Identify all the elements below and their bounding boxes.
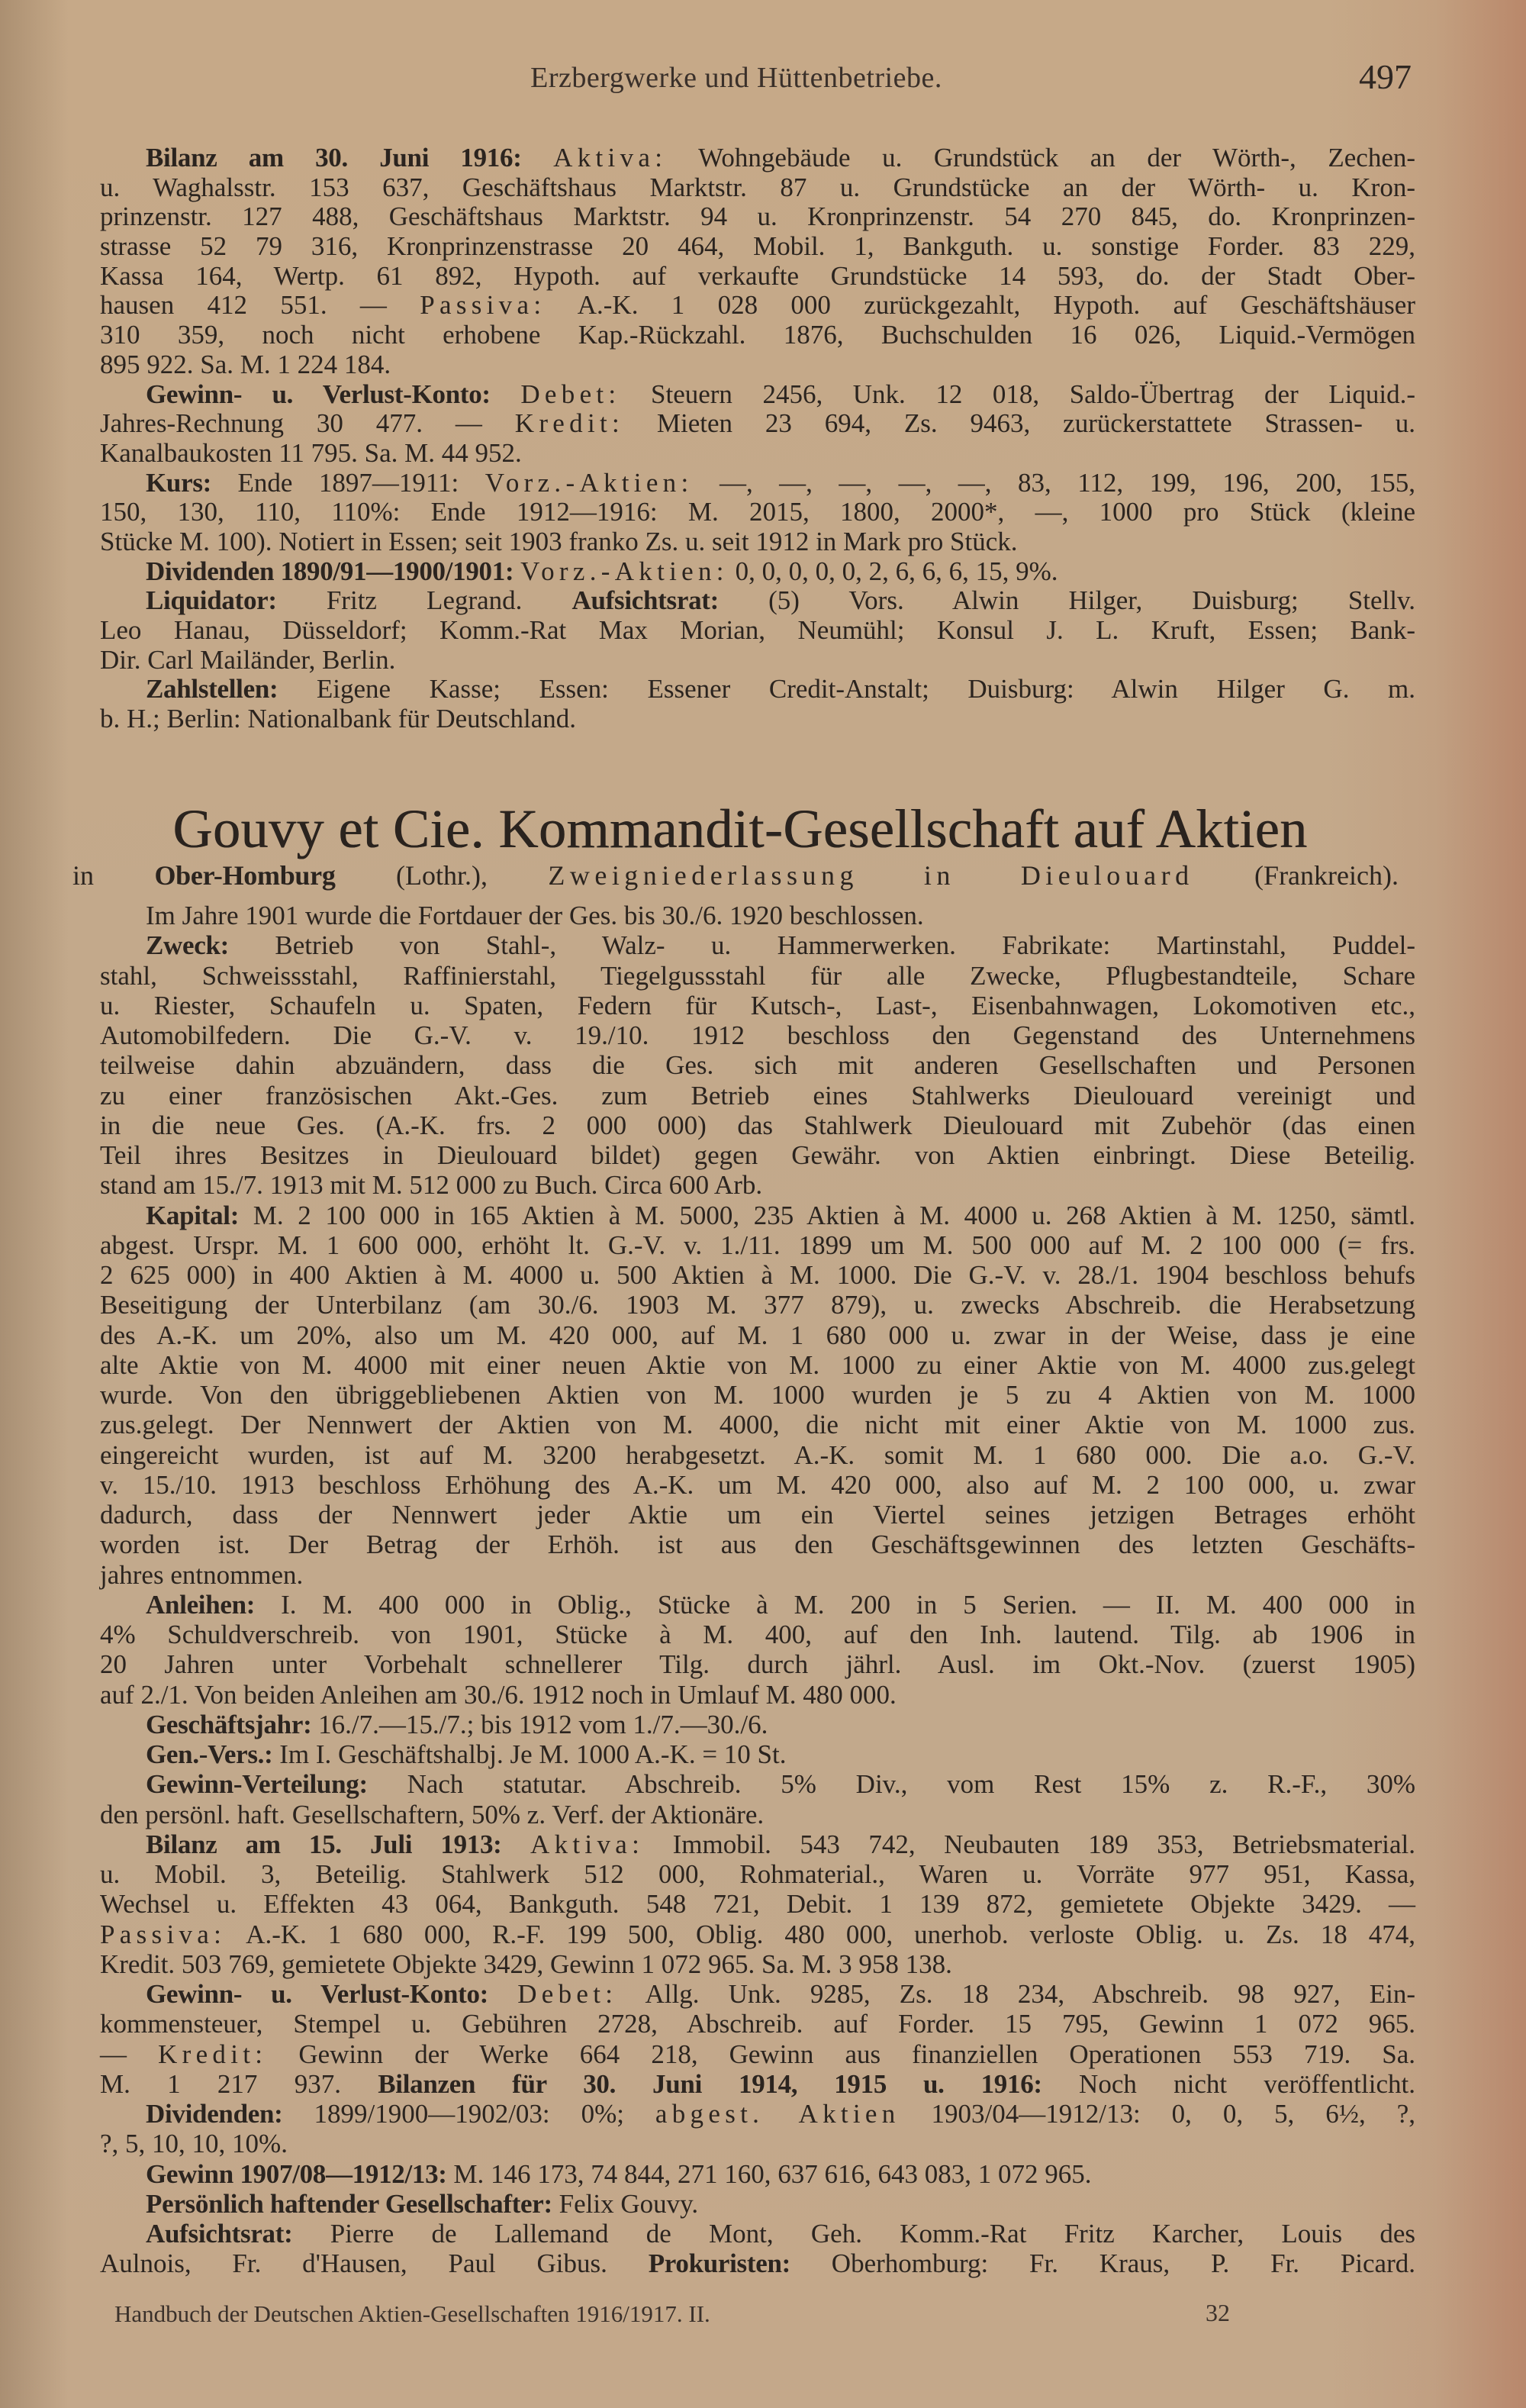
text-run: strasse 52 79 316, Kronprinzenstrasse 20 464, Mobil. 1, Bankguth. u. sonstige Forder. 83 229,	[100, 231, 1415, 262]
text-line	[100, 2009, 1415, 2039]
text-line	[100, 1590, 1415, 1620]
text-line	[100, 2189, 1415, 2219]
text-run: (Lothr.),	[335, 860, 549, 891]
spaced-label-run: Vorz.-Aktien:	[485, 467, 694, 498]
spaced-label-run: Zweigniederlassung in Dieulouard	[548, 860, 1194, 891]
bold-heading-run: Bilanz am 15. Juli 1913:	[146, 1829, 502, 1859]
bold-heading-run: Liquidator:	[146, 585, 277, 616]
text-run: A.-K. 1 680 000, R.-F. 199 500, Oblig. 480 000, unerhob. verloste Oblig. u. Zs. 18 474,	[226, 1919, 1415, 1949]
paragraph	[100, 380, 1415, 469]
text-run: (Frankreich).	[1193, 860, 1399, 891]
text-run: Leo Hanau, Düsseldorf; Komm.-Rat Max Morian, Neumühl; Konsul J. L. Kruft, Essen; Bank-	[100, 615, 1415, 645]
text-line	[100, 498, 1415, 527]
spaced-label-run: Debet:	[520, 379, 621, 409]
text-run: Kassa 164, Wertp. 61 892, Hypoth. auf verkaufte Grundstücke 14 593, do. der Stadt Ober-	[100, 260, 1415, 291]
text-run: Gewinn der Werke 664 218, Gewinn aus finanziellen Operationen 553 719. Sa.	[267, 2039, 1416, 2069]
text-run: Allg. Unk. 9285, Zs. 18 234, Abschreib. 98 927, Ein-	[617, 1979, 1415, 2009]
text-run: Eigene Kasse; Essen: Essener Credit-Anstalt; Duisburg: Alwin Hilger G. m.	[278, 674, 1415, 704]
text-run: Noch nicht veröffentlicht.	[1041, 2068, 1415, 2099]
paragraph	[100, 143, 1415, 380]
page-number: 497	[1359, 57, 1412, 96]
text-line	[100, 1769, 1415, 1799]
text-line	[100, 1081, 1415, 1111]
text-run: zu einer französischen Akt.-Ges. zum Betrieb eines Stahlwerks Dieulouard vereinigt und	[100, 1080, 1415, 1111]
text-run: eingereicht wurden, ist auf M. 3200 herabgesetzt. A.-K. somit M. 1 680 000. Die a.o. G.-V.	[100, 1439, 1415, 1470]
text-line	[100, 380, 1415, 410]
previous-company-entry	[100, 143, 1415, 734]
text-line	[100, 1560, 1415, 1590]
spaced-label-run: abgest. Aktien	[655, 2099, 900, 2129]
text-line	[100, 1320, 1415, 1350]
text-run: prinzenstr. 127 488, Geschäftshaus Marktstr. 94 u. Kronprinzenstr. 54 270 845, do. Kronprinzen-	[100, 201, 1415, 232]
text-line	[100, 1649, 1415, 1679]
bold-heading-run: Ober-Homburg	[154, 860, 336, 891]
text-line	[100, 202, 1415, 232]
text-run: in	[72, 860, 155, 891]
paragraph	[100, 2159, 1415, 2189]
text-run: den persönl. haft. Gesellschaftern, 50% z. Verf. der Aktionäre.	[100, 1799, 765, 1829]
text-line	[100, 1889, 1415, 1919]
text-run: zus.gelegt. Der Nennwert der Aktien von M. 4000, die nicht mit einer Aktie von M. 1000 zus.	[100, 1410, 1415, 1440]
text-line	[72, 861, 1399, 891]
text-line	[100, 291, 1415, 321]
text-run	[491, 379, 521, 409]
text-run: Automobilfedern. Die G.-V. v. 19./10. 1912 beschloss den Gegenstand des Unternehmens	[100, 1020, 1415, 1050]
text-run: Jahres-Rechnung 30 477. —	[100, 408, 515, 439]
text-run: Wechsel u. Effekten 43 064, Bankguth. 548 721, Debit. 1 139 872, gemietete Objekte 3429. —	[100, 1889, 1415, 1920]
text-run: des A.-K. um 20%, also um M. 420 000, auf M. 1 680 000 u. zwar in der Weise, dass je eine	[100, 1320, 1415, 1350]
text-line	[100, 439, 1415, 469]
paragraph	[100, 1201, 1415, 1590]
text-line	[100, 2039, 1415, 2069]
text-run: in die neue Ges. (A.-K. frs. 2 000 000) das Stahlwerk Dieulouard mit Zubehör (das einen	[100, 1110, 1415, 1140]
text-line	[100, 350, 1415, 380]
text-line	[100, 1410, 1415, 1439]
text-run: wurde. Von den übriggebliebenen Aktien von M. 1000 wurden je 5 zu 4 Aktien von M. 1000	[100, 1380, 1415, 1410]
paragraph	[100, 586, 1415, 675]
text-run: alte Aktie von M. 4000 mit einer neuen Aktie von M. 1000 zu einer Aktie von M. 4000 zus.gelegt	[100, 1349, 1415, 1380]
text-line	[100, 930, 1415, 960]
text-run: 2 625 000) in 400 Aktien à M. 4000 u. 500 Aktien à M. 1000. Die G.-V. v. 28./1. 1904 beschloss behufs	[100, 1260, 1415, 1290]
text-run: Stücke M. 100). Notiert in Essen; seit 1903 franko Zs. u. seit 1912 in Mark pro Stück.	[100, 526, 1018, 556]
paragraph	[100, 930, 1415, 1200]
text-run: u. Waghalsstr. 153 637, Geschäftshaus Marktstr. 87 u. Grundstücke an der Wörth- u. Kron-	[100, 172, 1415, 202]
text-line	[100, 2159, 1415, 2189]
text-line	[100, 1620, 1415, 1649]
text-line	[100, 1530, 1415, 1559]
text-run: dadurch, dass der Nennwert jeder Aktie um ein Viertel seines jetzigen Betrages erhöht	[100, 1500, 1415, 1530]
text-line	[100, 527, 1415, 557]
text-run: Steuern 2456, Unk. 12 018, Saldo-Übertrag der Liquid.-	[620, 379, 1416, 409]
text-line	[100, 1050, 1415, 1080]
text-line	[100, 586, 1415, 616]
spaced-label-run: Vorz.-Aktien:	[520, 556, 729, 586]
footer-signature-mark: 32	[1206, 2299, 1230, 2326]
paragraph	[100, 2099, 1415, 2159]
bold-heading-run: Dividenden:	[146, 2099, 283, 2129]
text-line	[100, 1829, 1415, 1859]
text-line	[100, 1290, 1415, 1320]
text-line	[100, 2219, 1415, 2248]
text-run: b. H.; Berlin: Nationalbank für Deutschland.	[100, 704, 577, 734]
text-line	[100, 232, 1415, 262]
text-line	[100, 1920, 1415, 1949]
bold-heading-run: Gewinn-Verteilung:	[146, 1769, 368, 1800]
text-line	[100, 616, 1415, 646]
text-run: 895 922. Sa. M. 1 224 184.	[100, 349, 391, 379]
text-line	[100, 2129, 1415, 2158]
text-run: jahres entnommen.	[100, 1559, 304, 1590]
text-run: Im I. Geschäftshalbj. Je M. 1000 A.-K. = 10 St.	[272, 1739, 787, 1769]
text-run: Dir. Carl Mailänder, Berlin.	[100, 644, 396, 675]
text-line	[100, 2248, 1415, 2278]
text-run: Felix Gouvy.	[552, 2188, 699, 2219]
text-line	[100, 1170, 1415, 1200]
text-line	[100, 143, 1415, 173]
text-line	[100, 1859, 1415, 1889]
text-line	[100, 321, 1415, 350]
text-line	[100, 1949, 1415, 1979]
spaced-label-run: Aktiva:	[530, 1829, 645, 1859]
bold-heading-run: Bilanz am 30. Juni 1916:	[146, 143, 522, 172]
text-run: Nach statutar. Abschreib. 5% Div., vom Rest 15% z. R.-F., 30%	[367, 1769, 1415, 1800]
text-line	[100, 1710, 1415, 1739]
bold-heading-run: Geschäftsjahr:	[146, 1709, 312, 1739]
bold-heading-run: Persönlich haftender Gesellschafter:	[146, 2188, 552, 2219]
text-run: Im Jahre 1901 wurde die Fortdauer der Ges. bis 30./6. 1920 beschlossen.	[146, 901, 924, 930]
text-run: Kredit. 503 769, gemietete Objekte 3429, Gewinn 1 072 965. Sa. M. 3 958 138.	[100, 1949, 952, 1979]
bold-heading-run: Prokuristen:	[648, 2248, 790, 2279]
text-run: 310 359, noch nicht erhobene Kap.-Rückzahl. 1876, Buchschulden 16 026, Liquid.-Vermögen	[100, 320, 1415, 350]
paragraph	[100, 1710, 1415, 1739]
spaced-label-run: Kredit:	[514, 408, 625, 439]
paragraph	[100, 557, 1415, 587]
text-line	[100, 1440, 1415, 1470]
company-entry-body	[100, 901, 1415, 2279]
spaced-label-run: Passiva:	[100, 1919, 227, 1949]
text-line	[100, 1020, 1415, 1050]
text-run: —, —, —, —, —, 83, 112, 199, 196, 200, 155,	[693, 467, 1416, 498]
text-run: Ende 1897—1911:	[211, 467, 485, 498]
spaced-label-run: Aktiva:	[553, 143, 668, 172]
paragraph	[100, 901, 1415, 930]
text-run: 0, 0, 0, 0, 0, 2, 6, 6, 6, 15, 9%.	[728, 556, 1058, 586]
text-run: kommensteuer, Stempel u. Gebühren 2728, Abschreib. auf Forder. 15 795, Gewinn 1 072 965.	[100, 2009, 1415, 2039]
text-line	[100, 1500, 1415, 1530]
text-line	[100, 704, 1415, 734]
paragraph	[100, 1739, 1415, 1769]
text-run: 1899/1900—1902/03: 0%;	[282, 2099, 655, 2129]
text-run: hausen 412 551. —	[100, 290, 420, 321]
text-run: abgest. Urspr. M. 1 600 000, erhöht lt. G.-V. v. 1./11. 1899 um M. 500 000 auf M. 2 100 000 (= frs.	[100, 1230, 1415, 1260]
text-run: (5) Vors. Alwin Hilger, Duisburg; Stellv.	[719, 585, 1415, 616]
text-run: worden ist. Der Betrag der Erhöh. ist aus den Geschäftsgewinnen des letzten Geschäfts-	[100, 1530, 1415, 1560]
text-run	[522, 143, 554, 172]
text-run	[513, 556, 520, 586]
text-line	[100, 1230, 1415, 1260]
text-run: u. Mobil. 3, Beteilig. Stahlwerk 512 000, Rohmaterial., Waren u. Vorräte 977 951, Kassa,	[100, 1859, 1415, 1889]
bold-heading-run: Kurs:	[146, 467, 212, 498]
text-line	[100, 961, 1415, 991]
text-run: stahl, Schweissstahl, Raffinierstahl, Tiegelgussstahl für alle Zwecke, Pflugbestandteile, Schare	[100, 960, 1415, 991]
bold-heading-run: Aufsichtsrat:	[146, 2219, 293, 2248]
text-run: ?, 5, 10, 10, 10%.	[100, 2129, 288, 2159]
text-run: Kanalbaukosten 11 795. Sa. M. 44 952.	[100, 437, 522, 468]
text-run: 20 Jahren unter Vorbehalt schnellerer Tilg. durch jährl. Ausl. im Okt.-Nov. (zuerst 1905)	[100, 1649, 1415, 1680]
paragraph	[100, 2219, 1415, 2279]
bold-heading-run: Bilanzen für 30. Juni 1914, 1915 u. 1916:	[378, 2068, 1042, 2099]
text-line	[100, 1979, 1415, 2009]
text-run: I. M. 400 000 in Oblig., Stücke à M. 200 in 5 Serien. — II. M. 400 000 in	[255, 1589, 1415, 1620]
text-line	[100, 173, 1415, 203]
bold-heading-run: Gewinn- u. Verlust-Konto:	[146, 1979, 489, 2009]
paragraph	[100, 469, 1415, 557]
paragraph	[100, 1829, 1415, 1979]
text-run: Aulnois, Fr. d'Hausen, Paul Gibus.	[100, 2248, 649, 2279]
text-run: stand am 15./7. 1913 mit M. 512 000 zu Buch. Circa 600 Arb.	[100, 1170, 763, 1201]
text-line	[100, 1470, 1415, 1500]
bold-heading-run: Zahlstellen:	[146, 674, 278, 704]
text-run: v. 15./10. 1913 beschloss Erhöhung des A.-K. um M. 420 000, also auf M. 2 100 000, u. zwar	[100, 1469, 1415, 1500]
text-line	[100, 991, 1415, 1020]
text-run: —	[100, 2039, 159, 2069]
text-run: auf 2./1. Von beiden Anleihen am 30./6. 1912 noch in Umlauf M. 480 000.	[100, 1679, 897, 1710]
text-run	[502, 1829, 531, 1859]
text-line	[100, 1350, 1415, 1380]
text-run: M. 2 100 000 in 165 Aktien à M. 5000, 235 Aktien à M. 4000 u. 268 Aktien à M. 1250, sämtl.	[239, 1200, 1415, 1230]
text-run: Beseitigung der Unterbilanz (am 30./6. 1903 M. 377 879), u. zwecks Abschreib. die Herabsetzung	[100, 1290, 1415, 1320]
company-title: Gouvy et Cie. Kommandit-Gesellschaft auf Aktien	[172, 798, 1308, 859]
text-line	[100, 557, 1415, 587]
text-line	[100, 1680, 1415, 1710]
bold-heading-run: Kapital:	[146, 1200, 240, 1230]
bold-heading-run: Aufsichtsrat:	[571, 585, 719, 616]
paragraph	[100, 1590, 1415, 1710]
text-run: Teil ihres Besitzes in Dieulouard bildet) gegen Gewähr. von Aktien einbringt. Diese Beteilig.	[100, 1140, 1415, 1170]
spaced-label-run: Kredit:	[158, 2039, 268, 2069]
text-line	[100, 2099, 1415, 2129]
running-head: Erzbergwerke und Hüttenbetriebe.	[530, 62, 942, 94]
paragraph	[100, 2189, 1415, 2219]
text-run: 150, 130, 110, 110%: Ende 1912—1916: M. 2015, 1800, 2000*, —, 1000 pro Stück (kleine	[100, 497, 1415, 527]
text-run	[488, 1979, 517, 2009]
text-run: 1903/04—1912/13: 0, 0, 5, 6½, ?,	[900, 2099, 1415, 2129]
text-line	[100, 646, 1415, 675]
text-line	[100, 1201, 1415, 1230]
text-line	[100, 2069, 1415, 2099]
footer-publication: Handbuch der Deutschen Aktien-Gesellschaften 1916/1917. II.	[114, 2300, 710, 2327]
text-line	[100, 675, 1415, 704]
bold-heading-run: Zweck:	[146, 930, 230, 961]
text-run: Fritz Legrand.	[276, 585, 572, 616]
text-line	[100, 1140, 1415, 1170]
paragraph	[100, 1769, 1415, 1829]
text-run: Oberhomburg: Fr. Kraus, P. Fr. Picard.	[790, 2248, 1415, 2279]
text-run: Betrieb von Stahl-, Walz- u. Hammerwerken. Fabrikate: Martinstahl, Puddel-	[229, 930, 1415, 961]
text-run: M. 1 217 937.	[100, 2068, 378, 2099]
text-run: M. 146 173, 74 844, 271 160, 637 616, 643 083, 1 072 965.	[446, 2158, 1092, 2189]
paragraph	[100, 675, 1415, 733]
text-run: Pierre de Lallemand de Mont, Geh. Komm.-Rat Fritz Karcher, Louis des	[292, 2219, 1415, 2248]
text-run: Wohngebäude u. Grundstück an der Wörth-, Zechen-	[667, 143, 1416, 172]
text-line	[100, 262, 1415, 292]
company-location-line	[72, 861, 1399, 891]
spaced-label-run: Debet:	[517, 1979, 618, 2009]
text-run: 4% Schuldverschreib. von 1901, Stücke à M. 400, auf den Inh. lautend. Tilg. ab 1906 in	[100, 1620, 1415, 1649]
text-line	[100, 409, 1415, 439]
text-run: A.-K. 1 028 000 zurückgezahlt, Hypoth. auf Geschäftshäuser	[546, 290, 1415, 321]
text-run: teilweise dahin abzuändern, dass die Ges. sich mit anderen Gesellschaften und Personen	[100, 1050, 1415, 1081]
paragraph	[100, 1979, 1415, 2099]
bold-heading-run: Anleihen:	[146, 1589, 256, 1620]
text-line	[100, 901, 1415, 930]
bold-heading-run: Gewinn- u. Verlust-Konto:	[146, 379, 491, 409]
text-line	[100, 1111, 1415, 1140]
text-line	[100, 1800, 1415, 1829]
text-line	[100, 1380, 1415, 1410]
text-line	[100, 1739, 1415, 1769]
text-line	[100, 1260, 1415, 1290]
bold-heading-run: Gewinn 1907/08—1912/13:	[146, 2158, 447, 2189]
bold-heading-run: Gen.-Vers.:	[146, 1739, 273, 1769]
text-run: Mieten 23 694, Zs. 9463, zurückerstattete Strassen- u.	[624, 408, 1415, 439]
spaced-label-run: Passiva:	[420, 290, 546, 321]
bold-heading-run: Dividenden 1890/91—1900/1901:	[146, 556, 514, 586]
text-run: Immobil. 543 742, Neubauten 189 353, Betriebsmaterial.	[644, 1829, 1416, 1859]
text-run: 16./7.—15./7.; bis 1912 vom 1./7.—30./6.	[311, 1709, 768, 1739]
text-run: u. Riester, Schaufeln u. Spaten, Federn für Kutsch-, Last-, Eisenbahnwagen, Lokomotiven etc.,	[100, 990, 1415, 1020]
text-line	[100, 469, 1415, 498]
